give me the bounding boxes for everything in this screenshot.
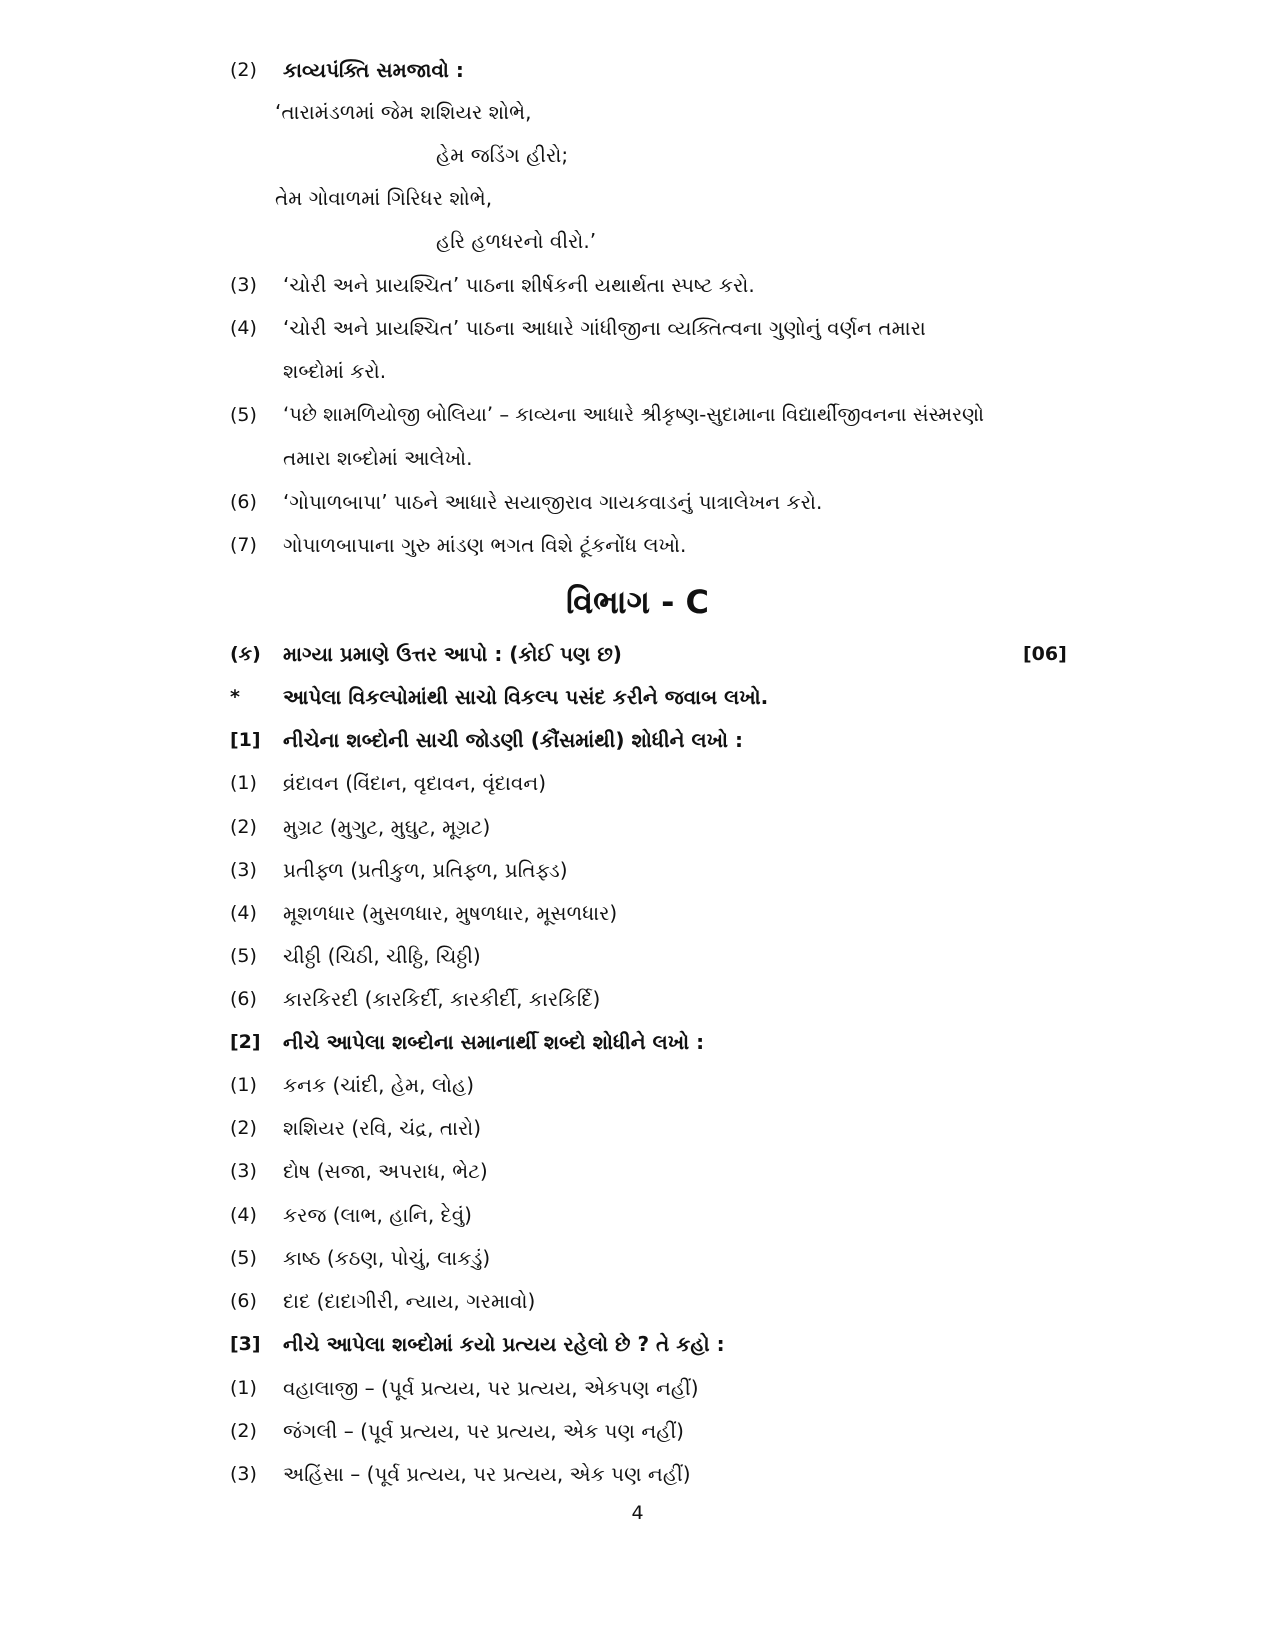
- poem-line-2: હેમ જડિંગ હીરો;: [436, 143, 569, 167]
- part3-item-2-text: જંગલી – (પૂર્વ પ્રત્યય, પર પ્રત્યય, એક પણ નહીં): [283, 1419, 684, 1443]
- q4-text-line-1: ‘ચોરી અને પ્રાયશ્ચિત’ પાઠના આધારે ગાંધીજીના વ્યક્તિત્વના ગુણોનું વર્ણન તમારા: [283, 316, 926, 340]
- q5-text-line-1: ‘પછે શામળિયોજી બોલિયા’ – કાવ્યના આધારે શ્રીકૃષ્ણ-સુદામાના વિદ્યાર્થીજીવનના સંસ્મરણો: [283, 403, 984, 426]
- note-text: આપેલા વિકલ્પોમાંથી સાચો વિકલ્પ પસંદ કરીને જવાબ લખો.: [283, 685, 769, 709]
- part1-item-2-text: મુગ્રટ (મુગુટ, મુઘુટ, મૂગ્રટ): [283, 815, 491, 839]
- part2-item-6-number: (6): [230, 1290, 257, 1312]
- part2-item-3-text: દોષ (સજા, અપરાધ, ભેટ): [283, 1159, 488, 1183]
- part3-number: [3]: [230, 1333, 261, 1355]
- part2-item-4-number: (4): [230, 1204, 257, 1226]
- part2-number: [2]: [230, 1031, 261, 1053]
- part1-item-1-text: વ્રંદાવન (વિંદાન, વૃદાવન, વૃંદાવન): [283, 771, 547, 795]
- note-bullet: *: [230, 686, 240, 708]
- part1-item-4-number: (4): [230, 902, 257, 924]
- q5-number: (5): [230, 404, 257, 426]
- qk-marks: [06]: [1023, 643, 1067, 665]
- part2-item-1-text: કનક (ચાંદી, હેમ, લોહ): [283, 1073, 475, 1097]
- part3-item-1-text: વહાલાજી – (પૂર્વ પ્રત્યય, પર પ્રત્યય, એકપણ નહીં): [283, 1376, 699, 1400]
- q6-text: ‘ગોપાળબાપા’ પાઠને આધારે સયાજીરાવ ગાયકવાડનું પાત્રાલેખન કરો.: [283, 490, 823, 514]
- part1-item-5-text: ચીઠ્ઠી (ચિઠી, ચીઠ્ઠિ, ચિઠ્ઠી): [283, 944, 481, 968]
- q3-text: ‘ચોરી અને પ્રાયશ્ચિત’ પાઠના શીર્ષકની યથાર્થતા સ્પષ્ટ કરો.: [283, 273, 755, 297]
- q2-number: (2): [230, 59, 257, 81]
- qk-number: (ક): [230, 643, 261, 665]
- part1-item-1-number: (1): [230, 772, 257, 794]
- part1-item-4-text: મૂશળધાર (મુસળધાર, મુષળધાર, મૂસળધાર): [283, 901, 618, 925]
- q6-number: (6): [230, 491, 257, 513]
- part1-heading: નીચેના શબ્દોની સાચી જોડણી (કૌંસમાંથી) શોધીને લખો :: [283, 728, 743, 752]
- page-number: 4: [631, 1502, 644, 1524]
- part3-item-3-text: અહિંસા – (પૂર્વ પ્રત્યય, પર પ્રત્યય, એક પણ નહીં): [283, 1462, 691, 1486]
- part2-item-2-number: (2): [230, 1117, 257, 1139]
- part3-item-3-number: (3): [230, 1463, 257, 1485]
- part2-item-3-number: (3): [230, 1160, 257, 1182]
- part1-item-6-number: (6): [230, 988, 257, 1010]
- poem-line-3: તેમ ગોવાળમાં ગિરિધર શોભે,: [275, 186, 493, 210]
- part1-item-3-number: (3): [230, 859, 257, 881]
- poem-line-1: ‘તારામંડળમાં જેમ શશિયર શોભે,: [275, 100, 532, 124]
- part1-item-5-number: (5): [230, 945, 257, 967]
- part2-item-2-text: શશિયર (રવિ, ચંદ્ર, તારો): [283, 1116, 482, 1140]
- part1-item-2-number: (2): [230, 816, 257, 838]
- q7-number: (7): [230, 534, 257, 556]
- part2-heading: નીચે આપેલા શબ્દોના સમાનાર્થી શબ્દો શોધીને લખો :: [283, 1030, 705, 1054]
- q4-text-line-2: શબ્દોમાં કરો.: [283, 359, 387, 383]
- part1-item-6-text: કારકિરદી (કારકિર્દી, કારકીર્દી, કારકિર્દિ): [283, 987, 601, 1011]
- part1-number: [1]: [230, 729, 261, 751]
- q4-number: (4): [230, 317, 257, 339]
- part2-item-5-number: (5): [230, 1247, 257, 1269]
- part3-item-1-number: (1): [230, 1377, 257, 1399]
- part2-item-4-text: કરજ (લાભ, હાનિ, દેવું): [283, 1203, 472, 1227]
- part2-item-6-text: દાદ (દાદાગીરી, ન્યાય, ગરમાવો): [283, 1289, 536, 1313]
- part3-item-2-number: (2): [230, 1420, 257, 1442]
- part2-item-5-text: કાષ્ઠ (કઠણ, પોચું, લાકડું): [283, 1246, 491, 1270]
- part1-item-3-text: પ્રતીફ્ળ (પ્રતીકુળ, પ્રતિફ્ળ, પ્રતિફ્ડ): [283, 858, 568, 882]
- part2-item-1-number: (1): [230, 1074, 257, 1096]
- section-c-heading: વિભાગ - C: [565, 583, 709, 621]
- q3-number: (3): [230, 274, 257, 296]
- q5-text-line-2: તમારા શબ્દોમાં આલેખો.: [283, 446, 473, 470]
- q7-text: ગોપાળબાપાના ગુરુ માંડણ ભગત વિશે ટૂંકનોંધ લખો.: [283, 533, 687, 557]
- poem-line-4: હરિ હળધરનો વીરો.’: [436, 229, 597, 253]
- part3-heading: નીચે આપેલા શબ્દોમાં કયો પ્રત્યય રહેલો છે ? તે કહો :: [283, 1332, 725, 1356]
- qk-text: માગ્યા પ્રમાણે ઉત્તર આપો : (કોઈ પણ છ): [283, 642, 622, 666]
- q2-title: કાવ્યપંક્તિ સમજાવો :: [283, 58, 464, 82]
